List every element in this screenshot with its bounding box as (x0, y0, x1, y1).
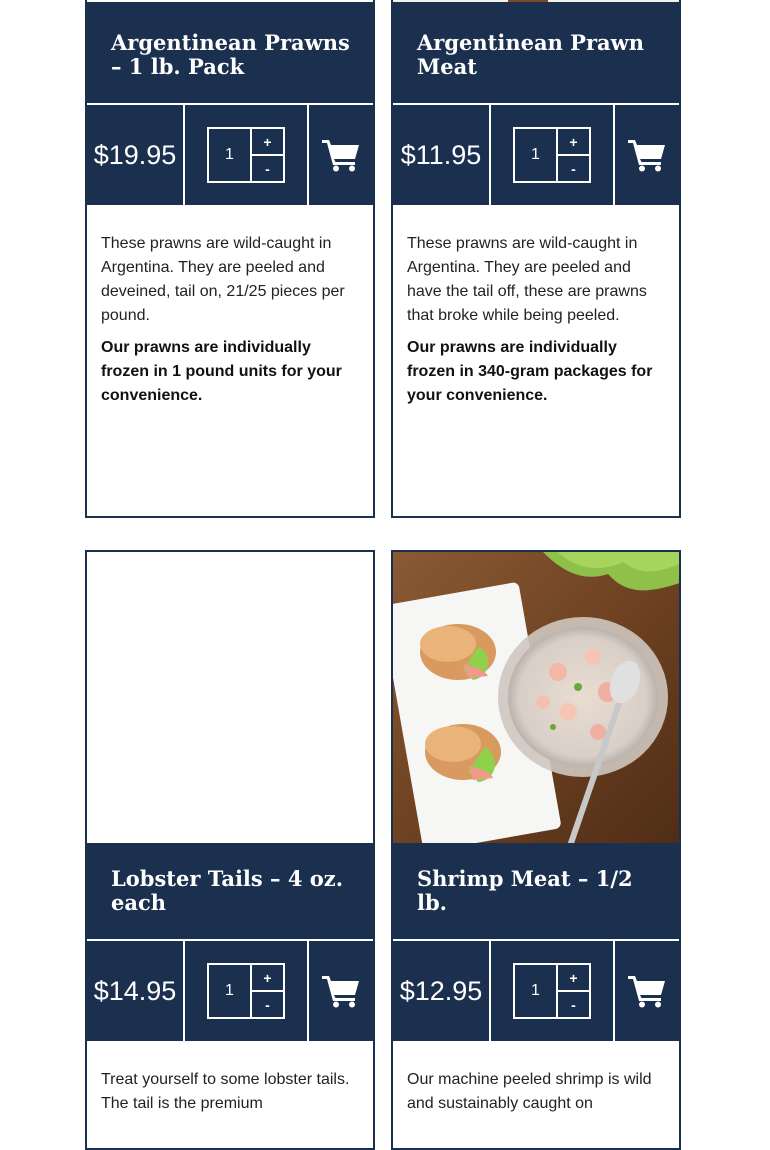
quantity-box (207, 963, 285, 1019)
quantity-buttons (252, 965, 283, 1017)
decrease-button[interactable]: - (571, 996, 576, 1013)
packaging-note: Our prawns are individually frozen in 340-gram packages for your convenience. (407, 339, 653, 404)
shopping-cart-icon (628, 974, 666, 1008)
product-price: $12.95 (393, 941, 491, 1041)
add-to-cart-button[interactable] (615, 105, 679, 205)
product-card-prawns-1lb (85, 0, 375, 518)
quantity-stepper (491, 105, 615, 205)
product-image[interactable] (393, 0, 679, 7)
product-description (87, 205, 373, 408)
decrease-button[interactable]: - (571, 160, 576, 177)
add-to-cart-button[interactable] (615, 941, 679, 1041)
description-text: These prawns are wild-caught in Argentina. They are peeled and deveined, tail on, 21/25 pieces per pound. (101, 235, 345, 324)
product-card-lobster-tails (85, 550, 375, 1150)
product-image[interactable] (393, 552, 679, 843)
increase-button[interactable]: + (252, 129, 283, 156)
purchase-controls (87, 103, 373, 205)
product-title[interactable]: Argentinean Prawns – 1 lb. Pack (87, 7, 373, 103)
quantity-input[interactable]: 1 (515, 129, 558, 181)
add-to-cart-button[interactable] (309, 105, 373, 205)
quantity-buttons (558, 129, 589, 181)
quantity-box (207, 127, 285, 183)
increase-button[interactable]: + (558, 965, 589, 992)
quantity-box (513, 127, 591, 183)
product-card-prawn-meat (391, 0, 681, 518)
quantity-box (513, 963, 591, 1019)
shopping-cart-icon (322, 138, 360, 172)
quantity-stepper (185, 105, 309, 205)
decrease-button[interactable]: - (265, 996, 270, 1013)
product-title[interactable]: Lobster Tails – 4 oz. each (87, 843, 373, 939)
add-to-cart-button[interactable] (309, 941, 373, 1041)
description-text: These prawns are wild-caught in Argentina. They are peeled and have the tail off, these are prawns that broke while being peeled. (407, 235, 647, 324)
quantity-input[interactable]: 1 (515, 965, 558, 1017)
product-title[interactable]: Argentinean Prawn Meat (393, 7, 679, 103)
shopping-cart-icon (322, 974, 360, 1008)
description-text: Our machine peeled shrimp is wild and sustainably caught on (407, 1071, 652, 1112)
packaging-note: Our prawns are individually frozen in 1 pound units for your convenience. (101, 339, 342, 404)
product-price: $11.95 (393, 105, 491, 205)
decrease-button[interactable]: - (265, 160, 270, 177)
increase-button[interactable]: + (252, 965, 283, 992)
quantity-buttons (558, 965, 589, 1017)
product-description (87, 1041, 373, 1116)
increase-button[interactable]: + (558, 129, 589, 156)
product-description (393, 205, 679, 408)
shrimp-salad-photo (393, 552, 679, 843)
quantity-stepper (185, 941, 309, 1041)
purchase-controls (393, 103, 679, 205)
quantity-input[interactable]: 1 (209, 129, 252, 181)
product-description (393, 1041, 679, 1116)
product-image[interactable] (87, 552, 373, 843)
description-text: Treat yourself to some lobster tails. The tail is the premium (101, 1071, 350, 1112)
quantity-buttons (252, 129, 283, 181)
product-price: $14.95 (87, 941, 185, 1041)
purchase-controls (87, 939, 373, 1041)
purchase-controls (393, 939, 679, 1041)
product-title[interactable]: Shrimp Meat – 1/2 lb. (393, 843, 679, 939)
quantity-input[interactable]: 1 (209, 965, 252, 1017)
quantity-stepper (491, 941, 615, 1041)
product-card-shrimp-meat (391, 550, 681, 1150)
product-price: $19.95 (87, 105, 185, 205)
product-image[interactable] (87, 0, 373, 7)
shopping-cart-icon (628, 138, 666, 172)
